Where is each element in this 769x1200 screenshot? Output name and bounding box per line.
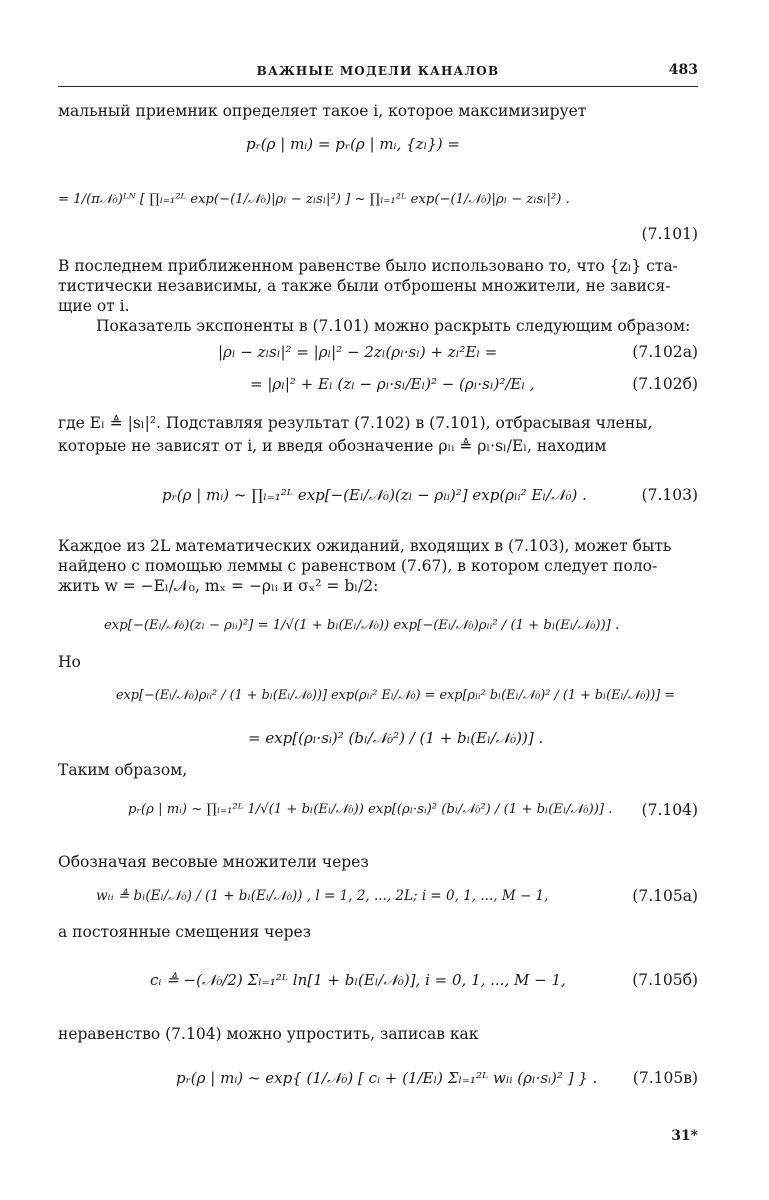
equation-number: (7.105a)	[632, 887, 698, 905]
equation-7-104: pᵣ(ρ | mᵢ) ~ ∏ₗ₌₁²ᴸ 1/√(1 + bₗ(Eₗ/𝒩₀)) exp[(ρₗ·sᵢ)² (bₗ/𝒩₀²) / (1 + bₗ(Eₗ/𝒩₀))] .	[128, 802, 613, 817]
text-line: В последнем приближенном равенстве было использовано то, что {zₗ} ста-	[58, 257, 678, 275]
text-line: тистически независимы, а также были отброшены множители, не завися-	[58, 277, 671, 295]
text-line: Показатель экспоненты в (7.101) можно раскрыть следующим образом:	[96, 317, 691, 335]
equation-7-105-c: pᵣ(ρ | mᵢ) ~ exp{ (1/𝒩₀) [ cᵢ + (1/Eₗ) Σₗ₌₁²ᴸ wₗᵢ (ρₗ·sᵢ)² ] } .	[176, 1069, 598, 1087]
equation-7-105-b: cᵢ ≜ −(𝒩₀/2) Σₗ₌₁²ᴸ ln[1 + bₗ(Eₗ/𝒩₀)], i = 0, 1, ..., M − 1,	[150, 971, 566, 989]
text-line: Каждое из 2L математических ожиданий, входящих в (7.103), может быть	[58, 537, 672, 555]
text-line: где Eₗ ≜ |sₗ|². Подставляя результат (7.102) в (7.101), отбрасывая члены,	[58, 414, 653, 432]
equation-number: (7.102б)	[632, 375, 698, 393]
equation-7-101-b: = 1/(π𝒩₀)ᴸᴺ [ ∏ₗ₌₁²ᴸ exp(−(1/𝒩₀)|ρₗ − zₗsₗ|²) ] ~ ∏ₗ₌₁²ᴸ exp(−(1/𝒩₀)|ρₗ − zₗsₗ|²) .	[58, 192, 570, 207]
text-line: Таким образом,	[58, 761, 188, 779]
running-header	[58, 60, 698, 87]
equation-number: (7.104)	[641, 801, 698, 819]
equation-no-b: = exp[(ρₗ·sᵢ)² (bₗ/𝒩₀²) / (1 + bₗ(Eₗ/𝒩₀))] .	[248, 729, 544, 747]
equation-number: (7.101)	[641, 225, 698, 243]
equation-7-102-a: |ρₗ − zₗsₗ|² = |ρₗ|² − 2zₗ(ρₗ·sₗ) + zₗ²Eₗ =	[218, 343, 498, 361]
text-line: неравенство (7.104) можно упростить, записав как	[58, 1025, 479, 1043]
equation-number: (7.105б)	[632, 971, 698, 989]
signature-mark: 31*	[671, 1128, 698, 1144]
running-title: ВАЖНЫЕ МОДЕЛИ КАНАЛОВ	[256, 64, 500, 78]
text-line: жить w = −Eₗ/𝒩₀, mₓ = −ρₗᵢ и σₓ² = bₗ/2:	[58, 577, 379, 595]
equation-number: (7.102a)	[632, 343, 698, 361]
equation-7-101-a: pᵣ(ρ | mᵢ) = pᵣ(ρ | mᵢ, {zₗ}) =	[246, 135, 460, 153]
text-line: щие от i.	[58, 297, 130, 315]
text-line: которые не зависят от i, и введя обозначение ρₗᵢ ≜ ρₗ·sₗ/Eₗ, находим	[58, 437, 607, 455]
equation-7-102-b: = |ρₗ|² + Eₗ (zₗ − ρₗ·sₗ/Eₗ)² − (ρₗ·sₗ)²/Eₗ ,	[250, 375, 535, 393]
equation-number: (7.103)	[641, 486, 698, 504]
equation-number: (7.105в)	[632, 1069, 698, 1087]
text-line: Обозначая весовые множители через	[58, 853, 369, 871]
equation-7-105-a: wₗᵢ ≜ bₗ(Eₗ/𝒩₀) / (1 + bₗ(Eₗ/𝒩₀)) , l = 1, 2, ..., 2L; i = 0, 1, ..., M − 1,	[96, 888, 549, 904]
equation-lemma: exp[−(Eₗ/𝒩₀)(zₗ − ρₗᵢ)²] = 1/√(1 + bₗ(Eₗ/𝒩₀)) exp[−(Eₗ/𝒩₀)ρₗᵢ² / (1 + bₗ(Eₗ/𝒩₀))] .	[104, 618, 620, 633]
text-line: мальный приемник определяет такое i, которое максимизирует	[58, 102, 587, 120]
page-number: 483	[668, 62, 698, 78]
text-line: Но	[58, 653, 81, 671]
text-line: найдено с помощью леммы с равенством (7.67), в котором следует поло-	[58, 557, 658, 575]
text-line: а постоянные смещения через	[58, 923, 312, 941]
equation-7-103: pᵣ(ρ | mᵢ) ~ ∏ₗ₌₁²ᴸ exp[−(Eₗ/𝒩₀)(zₗ − ρₗᵢ)²] exp(ρₗᵢ² Eₗ/𝒩₀) .	[162, 486, 587, 504]
equation-no-a: exp[−(Eₗ/𝒩₀)ρₗᵢ² / (1 + bₗ(Eₗ/𝒩₀))] exp(ρₗᵢ² Eₗ/𝒩₀) = exp[ρₗᵢ² bₗ(Eₗ/𝒩₀)² / (1 + bₗ(Eₗ/𝒩₀))] =	[116, 688, 676, 703]
